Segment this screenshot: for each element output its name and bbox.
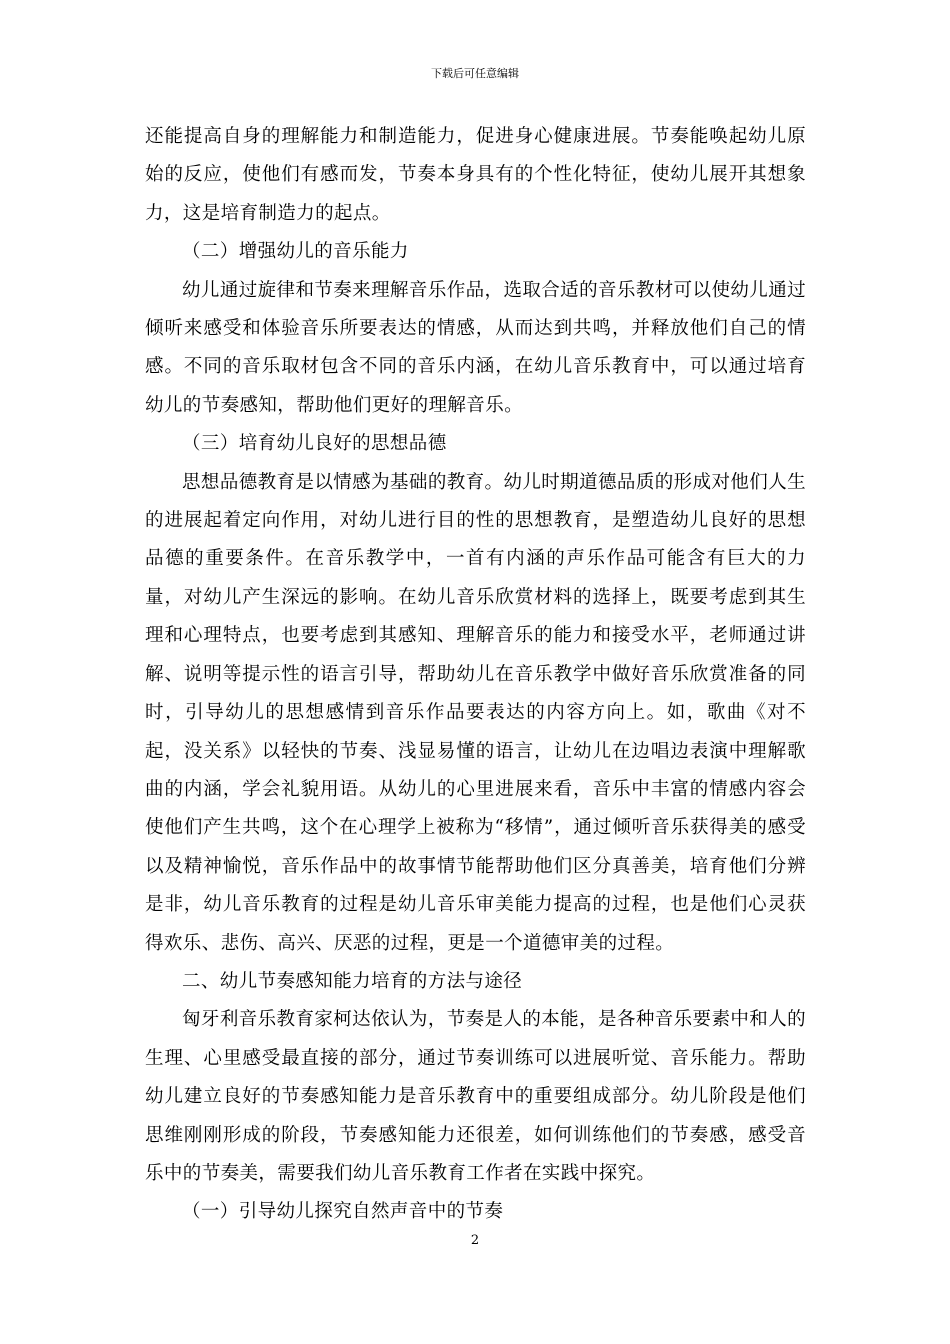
- page-number: 2: [470, 1233, 480, 1248]
- document-body: [145, 118, 806, 1232]
- paragraph-moral-education: 思想品德教育是以情感为基础的教育。幼儿时期道德品质的形成对他们人生的进展起着定向作用，对幼儿进行目的性的思想教育，是塑造幼儿良好的思想品德的重要条件。在音乐教学中，一首有内涵的声乐作品可能含有巨大的力量，对幼儿产生深远的影响。在幼儿音乐欣赏材料的选择上，既要考虑到其生理和心理特点，也要考虑到其感知、理解音乐的能力和接受水平，老师通过讲解、说明等提示性的语言引导，帮助幼儿在音乐教学中做好音乐欣赏准备的同时，引导幼儿的思想感情到音乐作品要表达的内容方向上。如，歌曲《对不起，没关系》以轻快的节奏、浅显易懂的语言，让幼儿在边唱边表演中理解歌曲的内涵，学会礼貌用语。从幼儿的心里进展来看，音乐中丰富的情感内容会使他们产生共鸣，这个在心理学上被称为“移情”，通过倾听音乐获得美的感受以及精神愉悦，音乐作品中的故事情节能帮助他们区分真善美，培育他们分辨是非，幼儿音乐教育的过程是幼儿音乐审美能力提高的过程，也是他们心灵获得欢乐、悲伤、高兴、厌恶的过程，更是一个道德审美的过程。: [145, 471, 806, 954]
- section-heading-1: （一）引导幼儿探究自然声音中的节奏: [182, 1201, 504, 1223]
- paragraph-continuation: 还能提高自身的理解能力和制造能力，促进身心健康进展。节奏能唤起幼儿原始的反应，使他们有感而发，节奏本身具有的个性化特征，使幼儿展开其想象力，这是培育制造力的起点。: [145, 126, 806, 224]
- page-header: 下载后可任意编辑: [431, 67, 519, 80]
- section-heading-3: （三）培育幼儿良好的思想品德: [182, 433, 447, 455]
- chapter-heading-2: 二、幼儿节奏感知能力培育的方法与途径: [182, 970, 523, 992]
- paragraph-kodaly: 匈牙利音乐教育家柯达依认为，节奏是人的本能，是各种音乐要素中和人的生理、心里感受最直接的部分，通过节奏训练可以进展听觉、音乐能力。帮助幼儿建立良好的节奏感知能力是音乐教育中的重要组成部分。幼儿阶段是他们思维刚刚形成的阶段，节奏感知能力还很差，如何训练他们的节奏感，感受音乐中的节奏美，需要我们幼儿音乐教育工作者在实践中探究。: [145, 1009, 806, 1184]
- section-heading-2: （二）增强幼儿的音乐能力: [182, 241, 409, 263]
- paragraph-music-ability: 幼儿通过旋律和节奏来理解音乐作品，选取合适的音乐教材可以使幼儿通过倾听来感受和体验音乐所要表达的情感，从而达到共鸣，并释放他们自己的情感。不同的音乐取材包含不同的音乐内涵，在幼儿音乐教育中，可以通过培育幼儿的节奏感知，帮助他们更好的理解音乐。: [145, 279, 806, 416]
